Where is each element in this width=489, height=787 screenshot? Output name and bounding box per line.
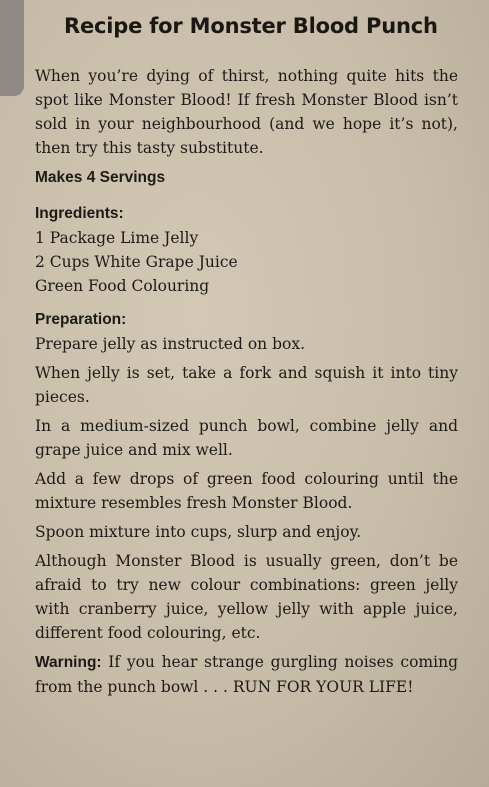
preparation-heading: Preparation:: [35, 311, 127, 328]
ingredients-heading: Ingredients:: [35, 205, 124, 222]
preparation-step: Although Monster Blood is usually green, don’t be afraid to try new colour combinations: green jelly with cranberry juice, yellow jelly with apple juice, different food colouring, etc.: [35, 552, 458, 642]
warning-label: Warning:: [35, 654, 102, 671]
recipe-title: Recipe for Monster Blood Punch: [64, 14, 438, 38]
preparation-step: Add a few drops of green food colouring until the mixture resembles fresh Monster Blood.: [35, 470, 458, 512]
ingredient-item: Green Food Colouring: [35, 277, 210, 295]
ingredients-list: [35, 226, 458, 298]
preparation-step: When jelly is set, take a fork and squish it into tiny pieces.: [35, 364, 458, 406]
ingredient-item: 2 Cups White Grape Juice: [35, 253, 238, 271]
intro-paragraph: When you’re dying of thirst, nothing quite hits the spot like Monster Blood! If fresh Monster Blood isn’t sold in your neighbourhood (and we hope it’s not), then try this tasty substitute.: [35, 67, 458, 157]
warning-paragraph: [35, 650, 458, 699]
page-tab-marker: [0, 0, 24, 96]
preparation-step: Spoon mixture into cups, slurp and enjoy.: [35, 523, 362, 541]
warning-text: If you hear strange gurgling noises coming from the punch bowl . . . RUN FOR YOUR LIFE!: [35, 653, 458, 696]
preparation-step: In a medium-sized punch bowl, combine jelly and grape juice and mix well.: [35, 417, 458, 459]
preparation-step: Prepare jelly as instructed on box.: [35, 335, 305, 353]
recipe-body: [35, 64, 458, 704]
ingredient-item: 1 Package Lime Jelly: [35, 229, 199, 247]
servings-label: Makes 4 Servings: [35, 169, 166, 186]
